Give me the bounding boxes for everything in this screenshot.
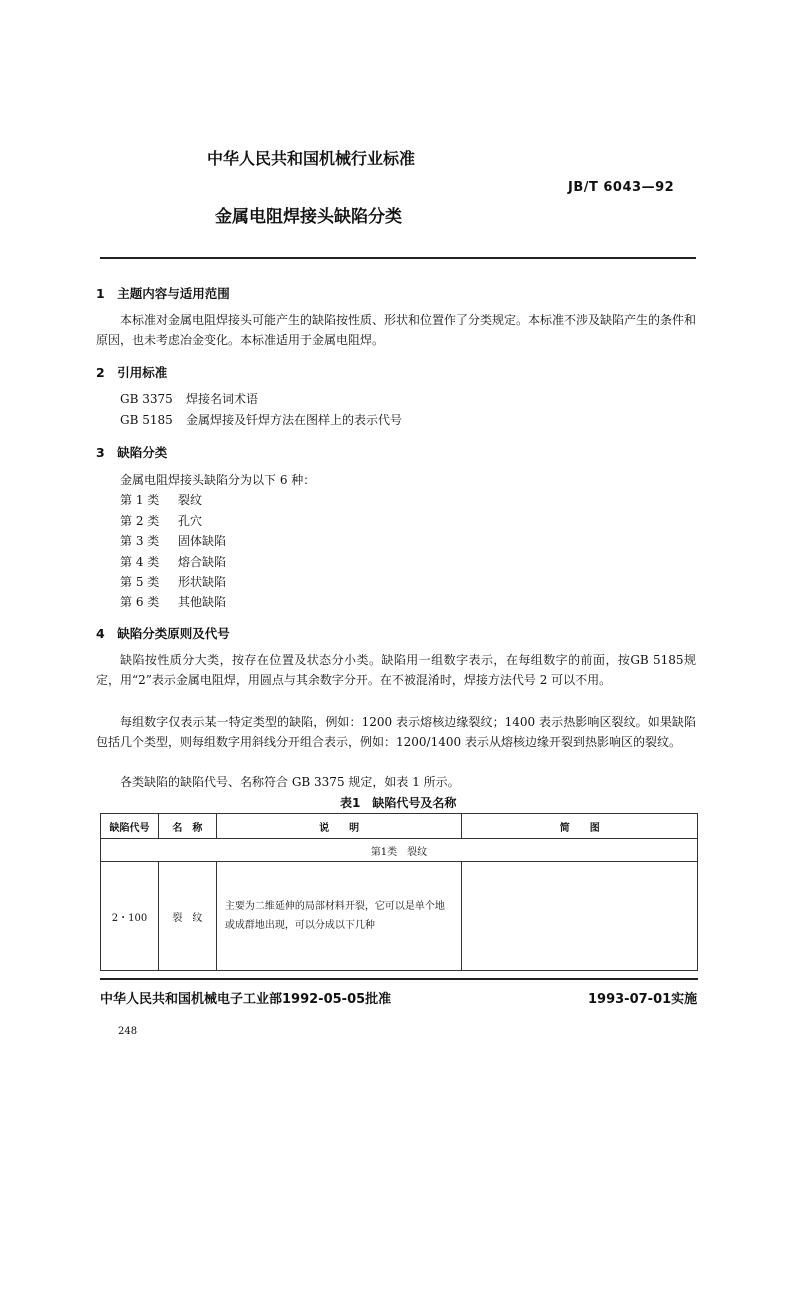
classification-intro: 金属电阻焊接头缺陷分为以下 6 种： <box>120 473 316 487</box>
document-title: 金属电阻焊接头缺陷分类 <box>215 207 402 227</box>
class-name: 固体缺陷 <box>178 534 227 548</box>
category-row <box>101 839 698 862</box>
category-label: 第1类 裂纹 <box>101 839 698 862</box>
class-number: 第 4 类 <box>120 555 160 569</box>
footer-rule <box>100 978 698 980</box>
class-name: 熔合缺陷 <box>178 555 227 569</box>
class-number: 第 5 类 <box>120 575 160 589</box>
approval-line: 中华人民共和国机械电子工业部1992-05-05批准 <box>100 992 392 1007</box>
table-caption: 表1 缺陷代号及名称 <box>340 796 457 810</box>
section-4-paragraph-3: 各类缺陷的缺陷代号、名称符合 GB 3375 规定，如表 1 所示。 <box>120 775 460 789</box>
section-1-heading: 1 主题内容与适用范围 <box>96 286 230 301</box>
class-number: 第 2 类 <box>120 514 160 528</box>
section-4-paragraph-2: 每组数字仅表示某一特定类型的缺陷，例如：1200 表示熔核边缘裂纹；1400 表示热影响区裂纹。如果缺陷包括几个类型，则每组数字用斜线分开组合表示，例如：1200/1400 表示从熔核边缘开裂到热影响区的裂纹。 <box>96 715 696 749</box>
section-1-paragraph: 本标准对金属电阻焊接头可能产生的缺陷按性质、形状和位置作了分类规定。本标准不涉及缺陷产生的条件和原因，也未考虑冶金变化。本标准适用于金属电阻焊。 <box>96 313 697 347</box>
class-name: 孔穴 <box>178 514 203 528</box>
class-number: 第 1 类 <box>120 493 160 507</box>
class-number: 第 6 类 <box>120 595 160 609</box>
standard-code: JB/T 6043—92 <box>568 180 675 195</box>
class-number: 第 3 类 <box>120 534 160 548</box>
defect-description-cell: 主要为二维延伸的局部材料开裂，它可以是单个地或成群地出现，可以分成以下几种 <box>216 862 462 971</box>
section-2-heading: 2 引用标准 <box>96 365 168 380</box>
column-header: 说 明 <box>216 814 462 839</box>
industry-standard-heading: 中华人民共和国机械行业标准 <box>207 149 416 168</box>
defect-name-cell: 裂 纹 <box>158 862 216 971</box>
table-header-row <box>101 814 698 839</box>
defect-code-cell: 2・100 <box>101 862 159 971</box>
defect-figure-cell <box>462 862 698 971</box>
defect-table <box>100 813 698 971</box>
column-header: 缺陷代号 <box>101 814 159 839</box>
reference-name: 金属焊接及钎焊方法在图样上的表示代号 <box>186 413 403 427</box>
class-name: 裂纹 <box>178 493 203 507</box>
effective-date: 1993-07-01实施 <box>588 992 698 1007</box>
reference-code: GB 5185 <box>120 413 173 427</box>
column-header: 名 称 <box>158 814 216 839</box>
table-row <box>101 862 698 971</box>
page-number: 248 <box>118 1026 138 1037</box>
header-rule <box>100 257 696 259</box>
class-name: 其他缺陷 <box>178 595 227 609</box>
section-3-heading: 3 缺陷分类 <box>96 445 168 460</box>
section-4-paragraph-1: 缺陷按性质分大类，按存在位置及状态分小类。缺陷用一组数字表示，在每组数字的前面，按GB 5185规定，用“2”表示金属电阻焊，用圆点与其余数字分开。在不被混淆时，焊接方法代号 2 可以不用。 <box>96 653 696 687</box>
section-4-heading: 4 缺陷分类原则及代号 <box>96 626 230 641</box>
reference-code: GB 3375 <box>120 392 173 406</box>
class-name: 形状缺陷 <box>178 575 227 589</box>
column-header: 简 图 <box>462 814 698 839</box>
reference-name: 焊接名词术语 <box>186 392 259 406</box>
